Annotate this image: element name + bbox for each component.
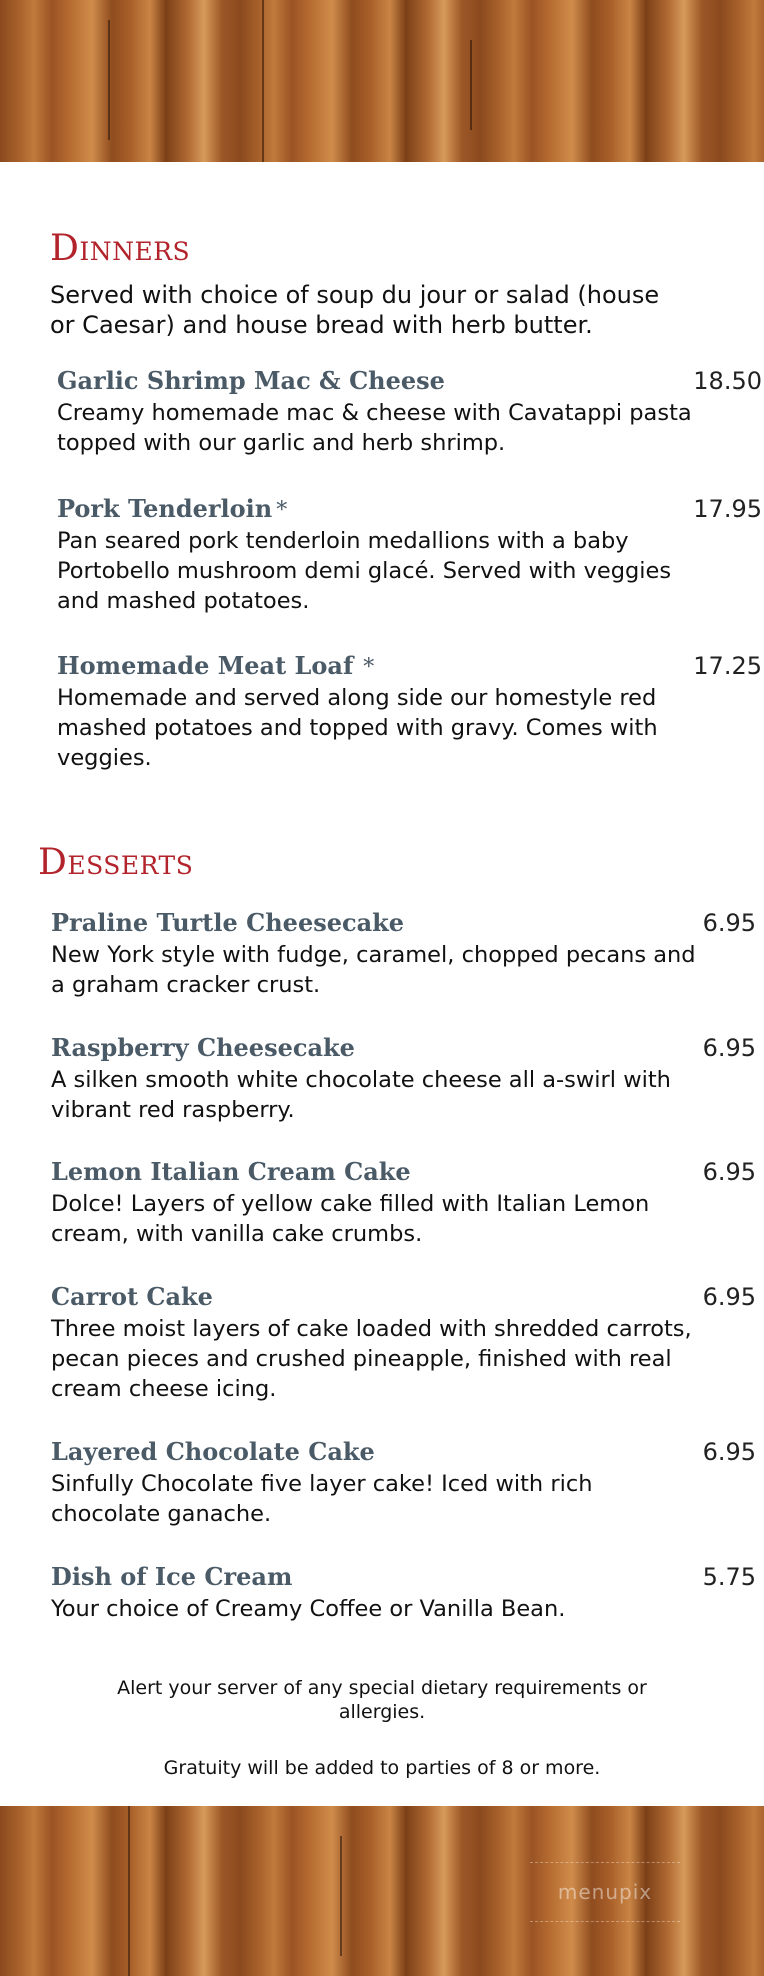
menu-item-meat-loaf	[57, 649, 762, 773]
menupix-watermark: menupix	[530, 1862, 680, 1922]
item-star: *	[276, 498, 288, 523]
item-description: Creamy homemade mac & cheese with Cavatappi pasta topped with our garlic and herb shrimp.	[57, 400, 692, 456]
menu-item-lemon-cream-cake	[51, 1155, 756, 1249]
item-description: Three moist layers of cake loaded with shredded carrots, pecan pieces and crushed pineapple, finished with real cream cheese icing.	[51, 1316, 692, 1402]
item-description: Pan seared pork tenderloin medallions with a baby Portobello mushroom demi glacé. Served with veggies and mashed potatoes.	[57, 528, 672, 614]
dinners-title: Dinners	[50, 228, 191, 269]
item-description: A silken smooth white chocolate cheese all a-swirl with vibrant red raspberry.	[51, 1067, 671, 1123]
item-price: 5.75	[702, 1563, 756, 1591]
item-description: Homemade and served along side our homestyle red mashed potatoes and topped with gravy. Comes with veggies.	[57, 685, 658, 771]
item-name: Carrot Cake	[51, 1282, 213, 1311]
allergy-note: Alert your server of any special dietary requirements or allergies.	[117, 1677, 647, 1723]
menu-item-garlic-shrimp	[57, 364, 762, 458]
menu-item-pork-tenderloin	[57, 492, 762, 616]
item-name: Homemade Meat Loaf *	[57, 651, 375, 680]
item-price: 6.95	[702, 1438, 756, 1466]
item-name: Dish of Ice Cream	[51, 1562, 293, 1591]
item-price: 6.95	[702, 1158, 756, 1186]
item-name: Raspberry Cheesecake	[51, 1033, 355, 1062]
item-name: Layered Chocolate Cake	[51, 1437, 375, 1466]
menu-item-chocolate-cake	[51, 1435, 756, 1529]
item-price: 6.95	[702, 1283, 756, 1311]
item-price: 17.25	[693, 652, 762, 680]
item-description: Sinfully Chocolate five layer cake! Iced with rich chocolate ganache.	[51, 1471, 593, 1527]
item-description: Your choice of Creamy Coffee or Vanilla Bean.	[51, 1596, 566, 1622]
menu-item-ice-cream	[51, 1560, 756, 1624]
menu-item-praline-cheesecake	[51, 906, 756, 1000]
item-description: Dolce! Layers of yellow cake filled with Italian Lemon cream, with vanilla cake crumbs.	[51, 1191, 650, 1247]
item-name: Praline Turtle Cheesecake	[51, 908, 405, 937]
item-name: Lemon Italian Cream Cake	[51, 1157, 411, 1186]
item-description: New York style with fudge, caramel, chopped pecans and a graham cracker crust.	[51, 942, 696, 998]
item-price: 18.50	[693, 367, 762, 395]
menu-item-carrot-cake	[51, 1280, 756, 1404]
item-name: Pork Tenderloin *	[57, 494, 288, 523]
item-price: 17.95	[693, 495, 762, 523]
item-price: 6.95	[702, 1034, 756, 1062]
menu-item-raspberry-cheesecake	[51, 1031, 756, 1125]
item-star: *	[363, 655, 375, 680]
item-price: 6.95	[702, 909, 756, 937]
item-name: Garlic Shrimp Mac & Cheese	[57, 366, 445, 395]
wood-header-band	[0, 0, 764, 162]
gratuity-note: Gratuity will be added to parties of 8 or more.	[163, 1757, 601, 1779]
dinners-intro: Served with choice of soup du jour or salad (house or Caesar) and house bread with herb butter.	[50, 281, 660, 339]
desserts-title: Desserts	[38, 842, 194, 883]
